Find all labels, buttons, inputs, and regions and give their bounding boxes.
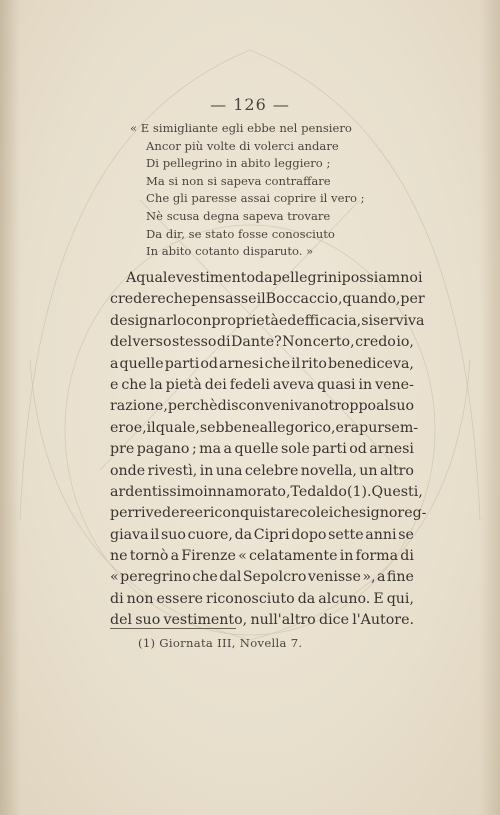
prose-line (110, 503, 427, 524)
prose-word: E (373, 590, 384, 607)
verse-line: « E simigliante egli ebbe nel pensiero (130, 121, 352, 135)
prose-word: non (126, 590, 154, 607)
prose-word: Boccaccio, (265, 291, 343, 308)
prose-line (110, 589, 414, 610)
prose-line (110, 289, 425, 310)
prose-word: ardentissimo (110, 483, 204, 500)
prose-word: razione, (110, 398, 168, 415)
prose-word: al (376, 398, 390, 415)
verse-quotation (130, 120, 430, 261)
prose-word: eroe, (110, 419, 147, 436)
prose-word: (1). (346, 483, 372, 500)
prose-word: rivedere (134, 505, 195, 522)
prose-word: verso (132, 334, 172, 351)
prose-word: del (110, 334, 133, 351)
prose-word: vestimento (175, 270, 256, 286)
prose-word: in (358, 376, 373, 393)
verse-line: Che gli paresse assai coprire il vero ; (146, 191, 365, 206)
prose-word: novella, (300, 462, 357, 479)
prose-word: ma (199, 441, 222, 458)
prose-word: suo (160, 526, 186, 543)
prose-word: il (291, 355, 301, 372)
prose-word: per (400, 291, 425, 308)
verse-line: Ma si non si sapeva contraffare (146, 173, 331, 188)
prose-word: venisse (307, 569, 361, 586)
prose-word: un (359, 462, 378, 479)
prose-word: stesso (171, 334, 217, 351)
prose-word: riconosciuto (206, 590, 295, 607)
prose-line (110, 546, 414, 567)
prose-word: disconvenivano (217, 398, 329, 415)
prose-word: forma (355, 548, 399, 565)
prose-word: sebbene (199, 419, 260, 436)
prose-word: parti (312, 441, 347, 458)
prose-word: Questi, (371, 483, 423, 500)
prose-word: il (146, 419, 156, 436)
prose-word: « (110, 569, 119, 586)
prose-word: signoreg- (358, 505, 427, 522)
prose-word: a (110, 355, 119, 372)
prose-word: rito (301, 355, 327, 372)
prose-word: da (297, 590, 316, 607)
page-left-edge-shadow (0, 0, 20, 815)
prose-word: che (264, 355, 291, 372)
prose-word: Sepolcro (242, 569, 307, 586)
prose-line (110, 396, 414, 417)
prose-line (110, 567, 414, 588)
prose-word: Non (282, 334, 313, 351)
prose-word: dei (204, 376, 227, 393)
prose-word: troppo (328, 398, 377, 415)
prose-word: ; (191, 441, 197, 458)
prose-word: se (398, 526, 414, 543)
prose-word: di (110, 590, 124, 607)
verse-line: Ancor più volte di volerci andare (146, 138, 339, 153)
prose-word: sem- (384, 419, 419, 436)
prose-word: od (349, 441, 367, 458)
prose-word: con (185, 312, 212, 329)
prose-word: tornò (129, 548, 169, 565)
prose-word: l'Autore. (352, 612, 414, 629)
prose-line (110, 354, 414, 375)
prose-word: proprietà (211, 312, 279, 329)
prose-word: designarlo (110, 312, 186, 329)
prose-word: onde (110, 462, 146, 479)
prose-word: dopo (291, 526, 327, 543)
prose-word: suo (135, 612, 161, 629)
prose-word: pur (359, 419, 385, 436)
prose-word: essere (156, 590, 204, 607)
prose-word: od (200, 355, 218, 372)
prose-line (110, 525, 414, 546)
prose-word: quale, (155, 419, 200, 436)
prose-word: e (194, 505, 204, 522)
prose-line (110, 482, 423, 503)
page-number: — 126 — (210, 95, 290, 114)
prose-line (110, 332, 414, 353)
prose-word: innamorato, (203, 483, 291, 500)
prose-word: credo (355, 334, 396, 351)
prose-word: celebre (244, 462, 299, 479)
prose-word: possiam (341, 270, 401, 286)
prose-word: a (170, 548, 180, 565)
verse-line: Di pellegrino in abito leggiero ; (146, 156, 331, 171)
prose-word: il (256, 291, 266, 308)
prose-word: quelle (119, 355, 164, 372)
prose-word: colei (299, 505, 334, 522)
prose-word: credere (110, 291, 166, 308)
prose-word: vene- (375, 376, 414, 393)
prose-word: efficacia, (296, 312, 362, 329)
prose-word: sole (281, 441, 310, 458)
prose-word: ne (110, 548, 128, 565)
prose-word: fine (386, 569, 414, 586)
prose-word: altro (379, 462, 414, 479)
prose-word: fedeli (229, 376, 270, 393)
prose-word: ed (278, 312, 297, 329)
prose-word: che (192, 569, 218, 586)
prose-word: che (165, 291, 192, 308)
prose-word: noi (400, 270, 423, 286)
prose-word: celatamente (248, 548, 338, 565)
prose-word: cuore, (187, 526, 233, 543)
prose-word: parti (164, 355, 200, 372)
body-paragraph (110, 268, 427, 632)
footnote-separator (110, 628, 236, 629)
prose-line (110, 268, 423, 289)
prose-word: vestimento, (163, 612, 248, 629)
prose-word: da (255, 270, 273, 286)
verse-line: In abito cotanto disparuto. » (146, 244, 314, 259)
prose-word: dal (219, 569, 242, 586)
prose-word: serviva (373, 312, 425, 329)
prose-word: perchè (167, 398, 218, 415)
prose-word: pagano (136, 441, 190, 458)
footnote: (1) Giornata III, Novella 7. (138, 636, 303, 650)
prose-word: suo (389, 398, 415, 415)
prose-word: pietà (165, 376, 202, 393)
page-right-edge-shadow (480, 0, 500, 815)
prose-word: era (335, 419, 360, 436)
prose-line (110, 418, 419, 439)
prose-word: da (234, 526, 253, 543)
prose-word: che (121, 376, 147, 393)
prose-word: del (110, 612, 133, 629)
prose-word: riconquistare (203, 505, 300, 522)
prose-word: qui, (386, 590, 414, 607)
prose-word: arnesi (219, 355, 264, 372)
prose-word: « (238, 548, 247, 565)
prose-word: sette (328, 526, 364, 543)
prose-word: Firenze (181, 548, 236, 565)
prose-word: Tedaldo (290, 483, 347, 500)
prose-word: quale (136, 270, 176, 286)
prose-word: e (110, 376, 119, 393)
prose-word: null'altro (250, 612, 316, 629)
prose-word: allegorico, (259, 419, 336, 436)
prose-word: pre (110, 441, 135, 458)
prose-word: arnesi (369, 441, 414, 458)
prose-word: rivestì, (147, 462, 198, 479)
prose-word: giava (110, 526, 149, 543)
prose-word: quasi (317, 376, 356, 393)
prose-word: A (126, 270, 137, 286)
prose-word: Dante? (231, 334, 282, 351)
prose-word: per (110, 505, 135, 522)
prose-word: la (149, 376, 163, 393)
prose-word: aveva (272, 376, 315, 393)
prose-word: pellegrini (272, 270, 342, 286)
prose-word: alcuno. (318, 590, 371, 607)
prose-word: quando, (342, 291, 401, 308)
prose-word: », (362, 569, 376, 586)
prose-line (110, 461, 414, 482)
prose-word: di (400, 548, 414, 565)
prose-word: certo, (312, 334, 355, 351)
prose-line (110, 439, 414, 460)
prose-line (110, 375, 414, 396)
prose-word: si (361, 312, 374, 329)
prose-word: benediceva, (327, 355, 414, 372)
prose-word: quelle (234, 441, 279, 458)
prose-word: anni (365, 526, 397, 543)
prose-word: a (376, 569, 386, 586)
prose-line (110, 311, 425, 332)
prose-word: il (150, 526, 160, 543)
prose-word: peregrino (120, 569, 191, 586)
prose-word: di (216, 334, 231, 351)
prose-word: una (215, 462, 243, 479)
prose-word: pensasse (191, 291, 257, 308)
prose-word: dice (319, 612, 349, 629)
verse-line: Da dir, se stato fosse conosciuto (146, 226, 335, 241)
prose-word: in (339, 548, 354, 565)
prose-word: a (223, 441, 233, 458)
prose-word: io, (396, 334, 414, 351)
verse-line: Nè scusa degna sapeva trovare (146, 208, 331, 223)
prose-word: che (333, 505, 359, 522)
prose-word: Cipri (253, 526, 290, 543)
prose-word: in (199, 462, 214, 479)
